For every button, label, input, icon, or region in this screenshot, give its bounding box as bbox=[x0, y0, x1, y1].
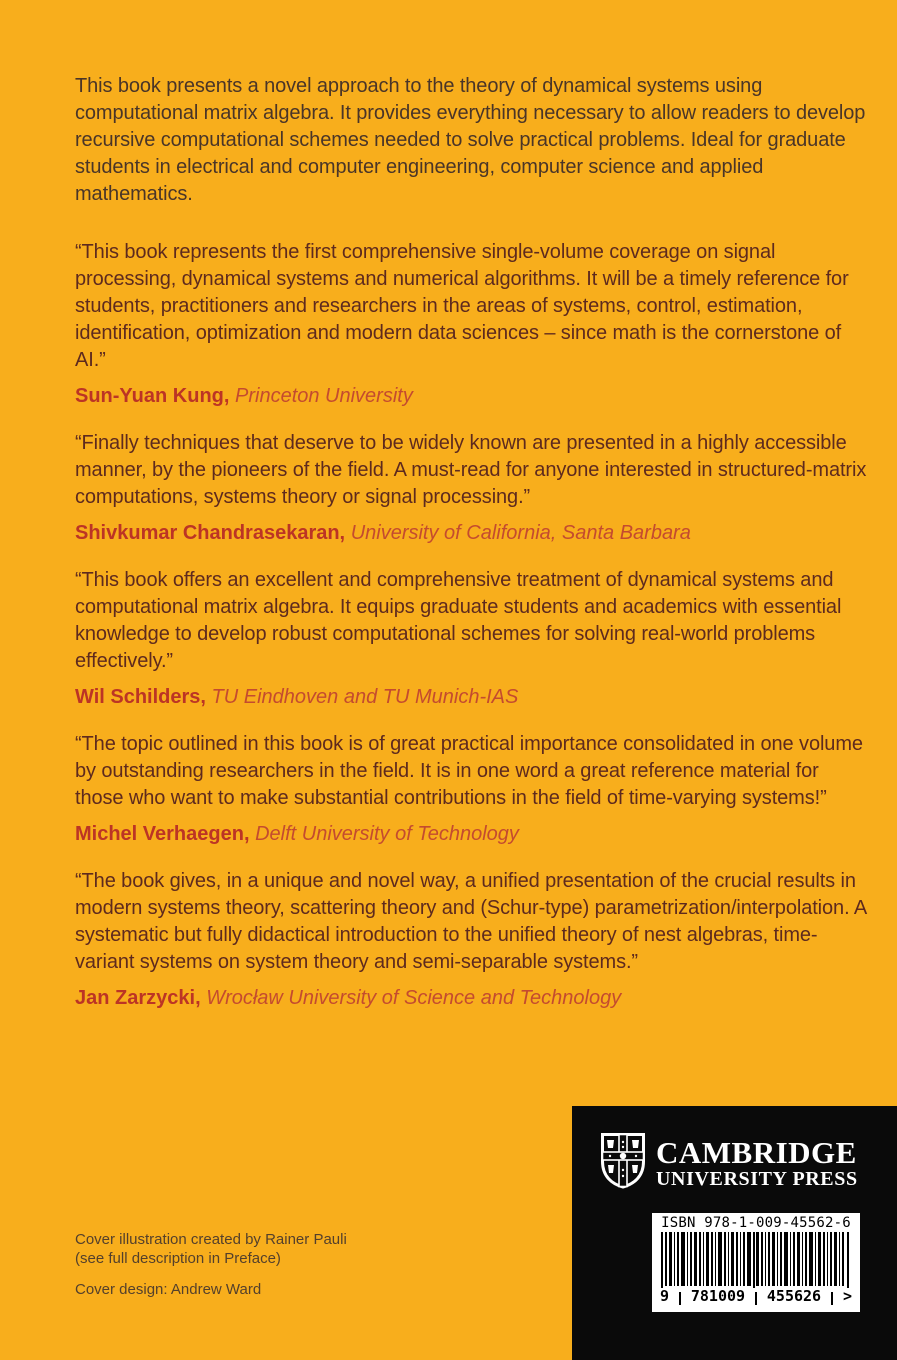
isbn-barcode-box bbox=[652, 1213, 860, 1312]
design-credit: Cover design: Andrew Ward bbox=[75, 1281, 262, 1298]
barcode-icon bbox=[661, 1232, 851, 1288]
barcode-digits bbox=[660, 1288, 852, 1305]
quote-text: “This book offers an excellent and comprehensive treatment of dynamical systems and computational matrix algebra. It equips graduate students and academics with essential knowledge to develop robust computational schemes for solving real-world problems effectively.” bbox=[75, 569, 842, 672]
reviewer-affiliation: Delft University of Technology bbox=[255, 823, 519, 845]
publisher-name-line2: UNIVERSITY PRESS bbox=[656, 1167, 858, 1190]
reviewer-affiliation: Princeton University bbox=[235, 385, 413, 407]
cover-text-content bbox=[75, 73, 870, 1012]
quote-text: “Finally techniques that deserve to be widely known are presented in a highly accessible manner, by the pioneers of the field. A must-read for anyone interested in structured-matrix computations, systems theory or signal processing.” bbox=[75, 432, 867, 508]
publisher-name-line1: CAMBRIDGE bbox=[656, 1134, 857, 1170]
barcode-guard-bar bbox=[755, 1292, 757, 1305]
barcode-guard-bar bbox=[679, 1292, 681, 1305]
endorsement-quote bbox=[75, 239, 870, 410]
publisher-panel bbox=[572, 1106, 897, 1360]
isbn-label: ISBN 978-1-009-45562-6 bbox=[661, 1215, 851, 1231]
quote-text: “This book represents the first comprehensive single-volume coverage on signal processing, dynamical systems and numerical algorithms. It will be a timely reference for students, practitioners and researchers in the areas of systems, control, estimation, identification, optimization and modern data sciences – since math is the cornerstone of AI.” bbox=[75, 241, 849, 371]
illustration-credit-line2: (see full description in Preface) bbox=[75, 1250, 281, 1267]
quote-text: “The topic outlined in this book is of great practical importance consolidated in one volume by outstanding researchers in the field. It is in one word a great reference material for those who want to make substantial contributions in the field of time-varying systems!” bbox=[75, 733, 863, 809]
barcode-digit-group1: 781009 bbox=[690, 1287, 746, 1305]
illustration-credit-line1: Cover illustration created by Rainer Pauli bbox=[75, 1231, 347, 1248]
quote-attribution bbox=[75, 520, 870, 547]
cambridge-shield-icon bbox=[600, 1132, 646, 1195]
publisher-logo-row bbox=[600, 1132, 858, 1195]
reviewer-affiliation: University of California, Santa Barbara bbox=[350, 522, 691, 544]
publisher-wordmark bbox=[656, 1134, 858, 1190]
endorsement-quote bbox=[75, 868, 870, 1012]
reviewer-name: Jan Zarzycki, bbox=[75, 987, 201, 1009]
reviewer-affiliation: Wrocław University of Science and Technology bbox=[206, 987, 622, 1009]
endorsement-quote bbox=[75, 430, 870, 547]
barcode-arrow: > bbox=[842, 1287, 852, 1305]
reviewer-name: Shivkumar Chandrasekaran, bbox=[75, 522, 346, 544]
quote-text: “The book gives, in a unique and novel way, a unified presentation of the crucial results in modern systems theory, scattering theory and (Schur-type) parametrization/interpolation. A systematic but fully didactical introduction to the unified theory of nest algebras, time-variant systems on system theory and semi-separable systems.” bbox=[75, 870, 867, 973]
barcode-digit-group2: 455626 bbox=[766, 1287, 822, 1305]
quote-attribution bbox=[75, 985, 870, 1012]
quote-attribution bbox=[75, 684, 870, 711]
endorsement-quote bbox=[75, 567, 870, 711]
endorsement-quote bbox=[75, 731, 870, 848]
reviewer-name: Wil Schilders, bbox=[75, 686, 206, 708]
book-blurb: This book presents a novel approach to the theory of dynamical systems using computational matrix algebra. It provides everything necessary to allow readers to develop recursive computational schemes needed to solve practical problems. Ideal for graduate students in electrical and computer engineering, computer science and applied mathematics. bbox=[75, 75, 866, 205]
barcode-guard-bar bbox=[831, 1292, 833, 1305]
reviewer-name: Sun-Yuan Kung, bbox=[75, 385, 230, 407]
quote-attribution bbox=[75, 383, 870, 410]
quote-attribution bbox=[75, 821, 870, 848]
barcode-digit-left: 9 bbox=[660, 1287, 670, 1305]
cover-credits bbox=[75, 1230, 347, 1299]
reviewer-name: Michel Verhaegen, bbox=[75, 823, 250, 845]
reviewer-affiliation: TU Eindhoven and TU Munich-IAS bbox=[211, 686, 519, 708]
